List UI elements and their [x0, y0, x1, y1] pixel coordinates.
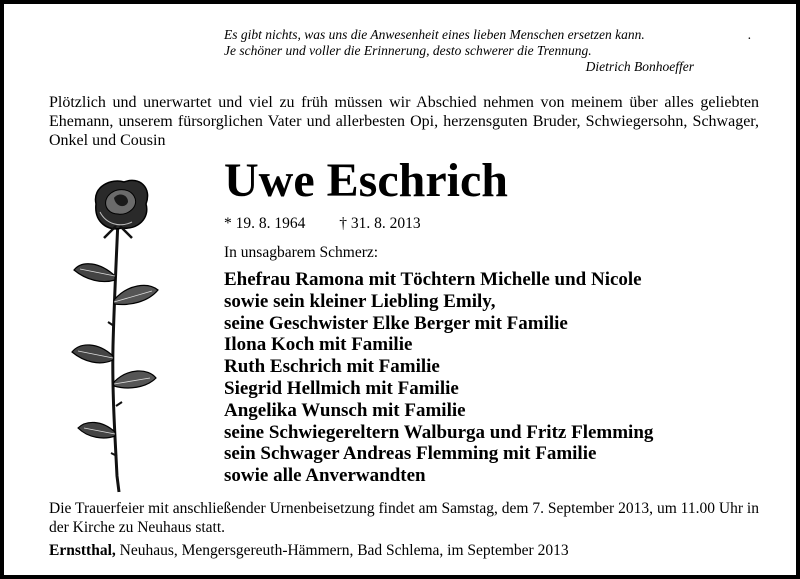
funeral-info: Die Trauerfeier mit anschließender Urnenbeisetzung findet am Samstag, dem 7. September 2013, um 11.00 Uhr in der Kirche zu Neuhaus statt. — [49, 500, 759, 536]
quote-line-1: Es gibt nichts, was uns die Anwesenheit eines lieben Menschen ersetzen kann. — [224, 27, 645, 42]
intro-text: Plötzlich und unerwartet und viel zu früh müssen wir Abschied nehmen von meinem über alles geliebten Ehemann, unserem fürsorglichen Vater und allerbesten Opi, herzensguten Bruder, Schwiegersohn, Schwager, Onkel und Cousin — [49, 94, 759, 149]
life-dates — [224, 215, 421, 233]
grief-line: In unsagbarem Schmerz: — [224, 244, 379, 261]
mourner-line: Ruth Eschrich mit Familie — [224, 356, 440, 378]
mourner-line: Angelika Wunsch mit Familie — [224, 399, 466, 421]
mourner-line: sowie alle Anverwandten — [224, 465, 426, 487]
mourner-line: Ilona Koch mit Familie — [224, 334, 413, 356]
mourner-line: sein Schwager Andreas Flemming mit Familie — [224, 443, 597, 465]
quote-author: Dietrich Bonhoeffer — [585, 59, 694, 74]
place-line — [49, 542, 569, 560]
quote-block — [224, 27, 764, 75]
mourner-line: seine Schwiegereltern Walburga und Fritz Flemming — [224, 421, 654, 443]
quote-line-2: Je schöner und voller die Erinnerung, desto schwerer die Trennung. — [224, 43, 592, 58]
death-date: † 31. 8. 2013 — [339, 215, 421, 232]
mourner-line: seine Geschwister Elke Berger mit Familie — [224, 312, 568, 334]
birth-date: * 19. 8. 1964 — [224, 215, 306, 232]
place-rest: Neuhaus, Mengersgereuth-Hämmern, Bad Schlema, im September 2013 — [115, 542, 569, 559]
quote-dot: . — [748, 27, 752, 42]
mourners-list — [224, 269, 653, 487]
mourner-line: Siegrid Hellmich mit Familie — [224, 377, 459, 399]
mourner-line: Ehefrau Ramona mit Töchtern Michelle und Nicole — [224, 269, 642, 290]
deceased-name: Uwe Eschrich — [224, 154, 508, 207]
mourner-line: sowie sein kleiner Liebling Emily, — [224, 290, 496, 312]
place-bold: Ernstthal, — [49, 542, 116, 559]
rose-icon — [66, 176, 166, 494]
